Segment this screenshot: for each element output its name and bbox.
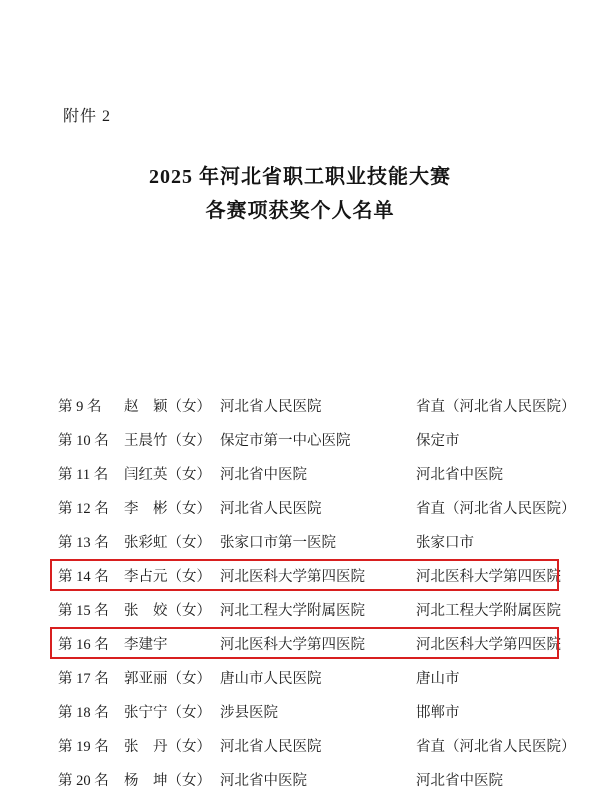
row-region: 省直（河北省人民医院） [416,500,576,517]
table-row [0,456,600,490]
page-title-line-1: 2025 年河北省职工职业技能大赛 [149,166,451,188]
table-row [0,762,600,796]
table-row [0,694,600,728]
table-row [0,422,600,456]
row-region: 唐山市 [416,670,460,687]
row-name: 王晨竹（女） [124,432,211,449]
row-region: 邯郸市 [416,704,460,721]
row-name: 李建宇 [124,636,168,653]
row-unit: 河北省人民医院 [220,500,322,517]
row-rank: 第 15 名 [58,602,109,619]
row-unit: 保定市第一中心医院 [220,432,351,449]
row-rank: 第 9 名 [58,398,102,415]
row-region: 保定市 [416,432,460,449]
page-title [0,160,600,228]
row-rank: 第 11 名 [58,466,109,483]
row-rank: 第 17 名 [58,670,109,687]
row-region: 河北省中医院 [416,772,503,789]
winner-list [0,388,600,796]
table-row [0,524,600,558]
table-row [0,660,600,694]
row-region: 河北工程大学附属医院 [416,602,561,619]
row-name: 李 彬（女） [124,500,211,517]
row-name: 赵 颖（女） [124,398,211,415]
row-rank: 第 20 名 [58,772,109,789]
row-unit: 张家口市第一医院 [220,534,336,551]
table-row [0,626,600,660]
row-unit: 唐山市人民医院 [220,670,322,687]
row-name: 李占元（女） [124,568,211,585]
row-unit: 河北省人民医院 [220,398,322,415]
row-rank: 第 18 名 [58,704,109,721]
row-region: 河北医科大学第四医院 [416,636,561,653]
page-title-line-2: 各赛项获奖个人名单 [205,200,395,222]
row-region: 省直（河北省人民医院） [416,398,576,415]
row-name: 杨 坤（女） [124,772,211,789]
row-unit: 河北医科大学第四医院 [220,636,365,653]
row-unit: 河北省人民医院 [220,738,322,755]
row-rank: 第 16 名 [58,636,109,653]
table-row [0,490,600,524]
row-unit: 河北工程大学附属医院 [220,602,365,619]
row-region: 河北医科大学第四医院 [416,568,561,585]
row-name: 郭亚丽（女） [124,670,211,687]
row-rank: 第 19 名 [58,738,109,755]
row-rank: 第 10 名 [58,432,109,449]
row-region: 河北省中医院 [416,466,503,483]
row-region: 张家口市 [416,534,474,551]
table-row [0,592,600,626]
row-name: 张彩虹（女） [124,534,211,551]
row-unit: 河北省中医院 [220,772,307,789]
row-unit: 河北省中医院 [220,466,307,483]
table-row [0,728,600,762]
attachment-label: 附件 2 [63,108,112,125]
row-unit: 河北医科大学第四医院 [220,568,365,585]
row-rank: 第 14 名 [58,568,109,585]
row-name: 张宁宁（女） [124,704,211,721]
table-row [0,558,600,592]
row-rank: 第 12 名 [58,500,109,517]
row-name: 闫红英（女） [124,466,211,483]
row-unit: 涉县医院 [220,704,278,721]
table-row [0,388,600,422]
row-rank: 第 13 名 [58,534,109,551]
row-name: 张 丹（女） [124,738,211,755]
row-region: 省直（河北省人民医院） [416,738,576,755]
row-name: 张 姣（女） [124,602,211,619]
